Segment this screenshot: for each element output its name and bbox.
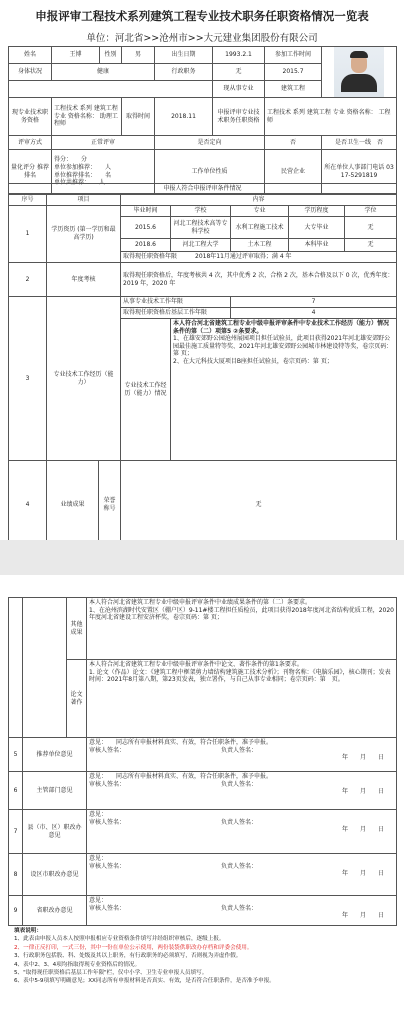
admin-value: 无 xyxy=(213,64,265,81)
applicant-photo xyxy=(334,47,384,97)
nature-label: 工作单位性质 xyxy=(155,150,265,194)
opinion-no: 5 xyxy=(9,738,23,772)
papers-label: 论文著作 xyxy=(67,660,87,738)
name-value: 王博 xyxy=(52,47,100,64)
row4-no: 4 xyxy=(9,461,47,549)
opinion-cell: 意见： 同志所有申报材料真实、有效，符合任职条件，准予申报。 审核人签名： 负责人签名： 年 月 日 xyxy=(87,772,397,810)
admin-label: 行政职务 xyxy=(155,64,213,81)
opinion-cell: 意见： 审核人签名： 负责人签名： 年 月 日 xyxy=(87,854,397,896)
note-item: 6、表中5-9项填写明确意见；XX同志所有申报材料是否真实、有效，是否符合任职条件，是否准予申报。 xyxy=(14,978,275,985)
opinion-row xyxy=(9,896,397,926)
name-label: 姓名 xyxy=(9,47,52,64)
edu-header: 学校 xyxy=(171,206,231,217)
health-value: 健康 xyxy=(52,64,155,81)
birth-label: 出生日期 xyxy=(155,47,213,64)
base-years-label: 取得现任职资格后基层工作年限 xyxy=(121,308,231,319)
row3-no: 3 xyxy=(9,297,47,461)
opinion-label: 推荐单位意见 xyxy=(23,738,87,772)
opinion-label: 设区市职改办意见 xyxy=(23,854,87,896)
experience-detail: 本人符合河北省建筑工程专业中级申报评审条件中专业技术工作经历（能力）情况条件的第（二）项第5 ②条要求。 1、在雄安郊野公园沧州展园项目担任试验员，此项目获得2021年河北雄安郊野公园最佳施工质量特等奖、2021年河北雄安郊野公园城市林建设特等奖，卷宗页码：第 页； 2、在大元科技大厦项目B座担任试验员，卷宗页码：第 页； xyxy=(171,319,397,461)
opinion-row xyxy=(9,772,397,810)
row3-item: 专业技术工作经历（能力） xyxy=(47,297,121,461)
opinion-label: 主管部门意见 xyxy=(23,772,87,810)
note-item: 5、"取得现任职资格后基层工作年限"栏，仅中小学、卫生专业申报人员填写。 xyxy=(14,970,208,977)
row2-no: 2 xyxy=(9,263,47,297)
work-value: 2015.7 xyxy=(265,64,322,81)
edu-header: 毕业时间 xyxy=(121,206,171,217)
honor-label: 荣誉称号 xyxy=(99,461,121,549)
major-label: 现从事专业 xyxy=(213,81,265,98)
opinion-row xyxy=(9,738,397,772)
row1-no: 1 xyxy=(9,206,47,263)
row1-item: 学历资历 (第一学历和最高学历) xyxy=(47,206,121,263)
years-label: 从事专业技术工作年限 xyxy=(121,297,231,308)
edu-note: 取得现任职资格年限 2018年11月通过评审取得；满 4 年 xyxy=(121,252,397,263)
edu-cell: 无 xyxy=(345,239,397,252)
gender-value: 男 xyxy=(122,47,155,64)
current-qual-value: 工程技术 系列 建筑工程 专业 资格名称： 助理工程师 xyxy=(52,98,122,136)
directed-label: 是否定向 xyxy=(155,136,265,150)
major-value: 建筑工程 xyxy=(265,81,322,98)
edu-header: 学历程度 xyxy=(289,206,345,217)
opinion-no: 6 xyxy=(9,772,23,810)
opinion-row xyxy=(9,810,397,854)
col-content-header: 内容 xyxy=(121,195,397,206)
note-item: 1、此表由申报人员本人按照申报相应专业资格条件填写并经组织审核后，逐级上报。 xyxy=(14,936,225,943)
opinion-no: 8 xyxy=(9,854,23,896)
col-no-header: 序号 xyxy=(9,195,47,206)
health-line-label: 是否卫生一线 xyxy=(334,138,371,146)
edu-cell: 河北工程技术高等专科学校 xyxy=(171,217,231,239)
col-item-header: 项目 xyxy=(47,195,121,206)
annual-review-text: 取得现任职资格后，年度考核共 4 次，其中优秀 2 次，合格 2 次，基本合格及以下 0 次，优秀年度：2019 年，2020 年 xyxy=(121,263,397,297)
phone-label: 所在单位人事部门电话 xyxy=(324,163,385,171)
edu-header: 专业 xyxy=(231,206,289,217)
edu-cell: 2015.6 xyxy=(121,217,171,239)
opinion-no: 9 xyxy=(9,896,23,926)
honor-value: 无 xyxy=(121,461,397,549)
photo-cell xyxy=(322,47,397,98)
opinion-cell: 意见： 同志所有申报材料真实、有效，符合任职条件，准予申报。 审核人签名： 负责人签名： 年 月 日 xyxy=(87,738,397,772)
edu-header: 学位 xyxy=(345,206,397,217)
form-title: 申报评审工程技术系列建筑工程专业技术职务任职资格情况一览表 xyxy=(35,9,369,23)
edu-cell: 本科毕业 xyxy=(289,239,345,252)
opinion-label: 省职改办意见 xyxy=(23,896,87,926)
basic-info-table xyxy=(8,46,397,194)
current-qual-label: 现专业技术职务资格 xyxy=(9,98,52,136)
score-block: 得分： 分 单位参加推荐： 人 单位推荐排名： 名 单位共推荐： 人 xyxy=(52,150,155,194)
apply-qual-value: 工程技术 系列 建筑工程 专业 资格名称： 工程师 xyxy=(265,98,397,136)
other-results-detail: 本人符合河北省建筑工程专业中级申报评审条件中业绩成果条件的第（二）条要求。 1、在沧州滨湖时代安置区（棚户区）9-11#楼工程担任质检员，此项目获得2018年度河北省结构优质工程，2020年度河北省建设工程安济杯奖，卷宗页码：第 页； xyxy=(87,598,397,660)
years-value: 7 xyxy=(231,297,397,308)
review-label: 评审方式 xyxy=(9,136,52,150)
unit-line: 单位：河北省>>沧州市>>大元建业集团股份有限公司 xyxy=(86,33,318,44)
health-line-value: 否 xyxy=(377,138,384,146)
row2-item: 年度考核 xyxy=(47,263,121,297)
directed-value: 否 xyxy=(265,136,322,150)
page-gap xyxy=(0,540,404,575)
edu-cell: 河北工程大学 xyxy=(171,239,231,252)
papers-detail: 本人符合河北省建筑工程专业中级申报评审条件中论文、著作条件的第1条要求。 1. 论文（作品）论文：《建筑工程中框架剪力墙结构建筑施工技术分析》；刊物名称：《电脑乐园》，核心期刊；发表时间：2021年8月第八期，第23页发表，独立署作，与自己从事专业相同；卷宗页码：第 页。 xyxy=(87,660,397,738)
review-value: 正常评审 xyxy=(52,136,155,150)
work-label: 参加工作时间 xyxy=(265,47,322,64)
opinion-cell: 意见： 审核人签名： 负责人签名： 年 月 日 xyxy=(87,896,397,926)
edu-cell: 水利工程施工技术 xyxy=(231,217,289,239)
cond-section-title: 申报人符合申报评审条件情况 xyxy=(9,184,397,195)
form-page-2 xyxy=(0,575,404,1024)
row4-item: 业绩成果 xyxy=(47,461,99,549)
get-time-value: 2018.11 xyxy=(155,98,213,136)
note-item: 4、表中2、3、4项均指取得现专业资格后的情况。 xyxy=(14,961,141,968)
edu-cell: 大专毕业 xyxy=(289,217,345,239)
edu-cell: 无 xyxy=(345,217,397,239)
opinion-row xyxy=(9,854,397,896)
score-label: 量化评分 推荐排名 xyxy=(9,150,52,194)
other-results-label: 其他成果 xyxy=(67,598,87,660)
experience-item: 专业技术工作经历（能力）情况 xyxy=(121,319,171,461)
note-item: 3、行政职务包括股、科、处级及其以上职务，有行政职务的必须填写，否则视为弄虚作假。 xyxy=(14,953,242,960)
opinion-no: 7 xyxy=(9,810,23,854)
edu-cell: 土木工程 xyxy=(231,239,289,252)
health-label: 身体状况 xyxy=(9,64,52,81)
get-time-label: 取得时间 xyxy=(122,98,155,136)
conditions-table xyxy=(8,183,397,549)
birth-value: 1993.2.1 xyxy=(213,47,265,64)
opinions-table xyxy=(8,597,397,926)
apply-qual-label: 申报评审专业技术职务任职资格 xyxy=(213,98,265,136)
notes-title: 填表说明： xyxy=(14,928,42,934)
base-years-value: 4 xyxy=(231,308,397,319)
opinion-cell: 意见： 审核人签名： 负责人签名： 年 月 日 xyxy=(87,810,397,854)
edu-cell: 2018.6 xyxy=(121,239,171,252)
note-item: 2、一律正反打印，一式三份，其中一份在单位公示使用，两份装袋供职改办存档和评委会使用。 xyxy=(14,944,253,951)
health-line-cell xyxy=(322,136,397,150)
phone-value: 0317-5291819 xyxy=(340,163,394,179)
nature-value: 民营企业 xyxy=(265,150,322,194)
opinion-label: 县（市、区）职改办意见 xyxy=(23,810,87,854)
gender-label: 性别 xyxy=(100,47,122,64)
fill-instructions xyxy=(14,927,394,986)
